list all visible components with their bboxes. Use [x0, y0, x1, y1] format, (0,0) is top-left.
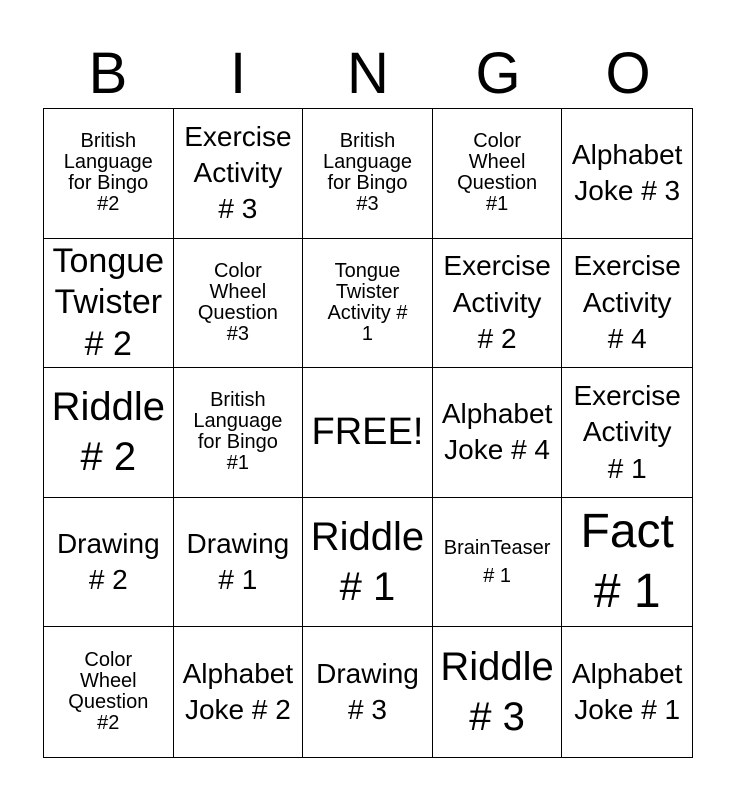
bingo-header — [43, 40, 693, 108]
cell-text: Riddle # 3 — [440, 645, 554, 740]
header-letter-i: I — [229, 41, 247, 106]
cell-text: Tongue Twister Activity # 1 — [327, 259, 408, 345]
cell-text: British Language for Bingo #2 — [63, 130, 153, 216]
header-letter-n: N — [347, 41, 389, 106]
bingo-cell[interactable] — [433, 368, 563, 498]
free-space[interactable] — [303, 368, 433, 498]
cell-text: Fact # 1 — [580, 505, 674, 619]
bingo-cell[interactable] — [174, 368, 304, 498]
bingo-cell[interactable] — [174, 109, 304, 239]
cell-text: Color Wheel Question #2 — [68, 649, 149, 735]
cell-text: Drawing # 2 — [56, 527, 160, 596]
cell-text: British Language for Bingo #1 — [193, 389, 283, 475]
cell-text: FREE! — [311, 410, 424, 453]
cell-text: Alphabet Joke # 3 — [571, 138, 683, 207]
cell-text: Exercise Activity # 4 — [573, 250, 681, 355]
bingo-cell[interactable] — [44, 109, 174, 239]
cell-text: Color Wheel Question #1 — [457, 130, 538, 216]
bingo-cell[interactable] — [44, 498, 174, 628]
cell-text: Drawing # 3 — [316, 657, 419, 726]
bingo-cell[interactable] — [303, 627, 433, 757]
header-letter-o: O — [605, 41, 651, 106]
cell-text: Exercise Activity # 3 — [184, 120, 292, 225]
bingo-cell[interactable] — [174, 627, 304, 757]
bingo-cell[interactable] — [433, 498, 563, 628]
bingo-cell[interactable] — [562, 498, 692, 628]
cell-text: Color Wheel Question #3 — [197, 259, 278, 345]
cell-text: Alphabet Joke # 2 — [182, 657, 294, 726]
header-letter-b: B — [88, 41, 128, 106]
bingo-cell[interactable] — [433, 239, 563, 369]
bingo-cell[interactable] — [562, 368, 692, 498]
bingo-cell[interactable] — [433, 627, 563, 757]
bingo-cell[interactable] — [433, 109, 563, 239]
cell-text: Tongue Twister # 2 — [52, 241, 165, 363]
bingo-cell[interactable] — [303, 109, 433, 239]
bingo-cell[interactable] — [303, 239, 433, 369]
bingo-cell[interactable] — [562, 109, 692, 239]
bingo-cell[interactable] — [562, 627, 692, 757]
cell-text: BrainTeaser # 1 — [443, 537, 551, 588]
bingo-cell[interactable] — [174, 498, 304, 628]
cell-text: Exercise Activity # 1 — [573, 379, 681, 484]
cell-text: Exercise Activity # 2 — [443, 250, 551, 355]
bingo-cell[interactable] — [562, 239, 692, 369]
cell-text: Riddle # 1 — [310, 515, 425, 610]
bingo-cell[interactable] — [174, 239, 304, 369]
cell-text: Alphabet Joke # 4 — [441, 398, 553, 466]
cell-text: British Language for Bingo #3 — [323, 130, 412, 216]
bingo-cell[interactable] — [303, 498, 433, 628]
bingo-board — [43, 108, 693, 758]
cell-text: Riddle # 2 — [51, 385, 165, 480]
bingo-cell[interactable] — [44, 239, 174, 369]
header-letter-g: G — [475, 41, 521, 106]
cell-text: Alphabet Joke # 1 — [571, 657, 683, 726]
cell-text: Drawing # 1 — [186, 527, 290, 596]
bingo-cell[interactable] — [44, 368, 174, 498]
bingo-cell[interactable] — [44, 627, 174, 757]
